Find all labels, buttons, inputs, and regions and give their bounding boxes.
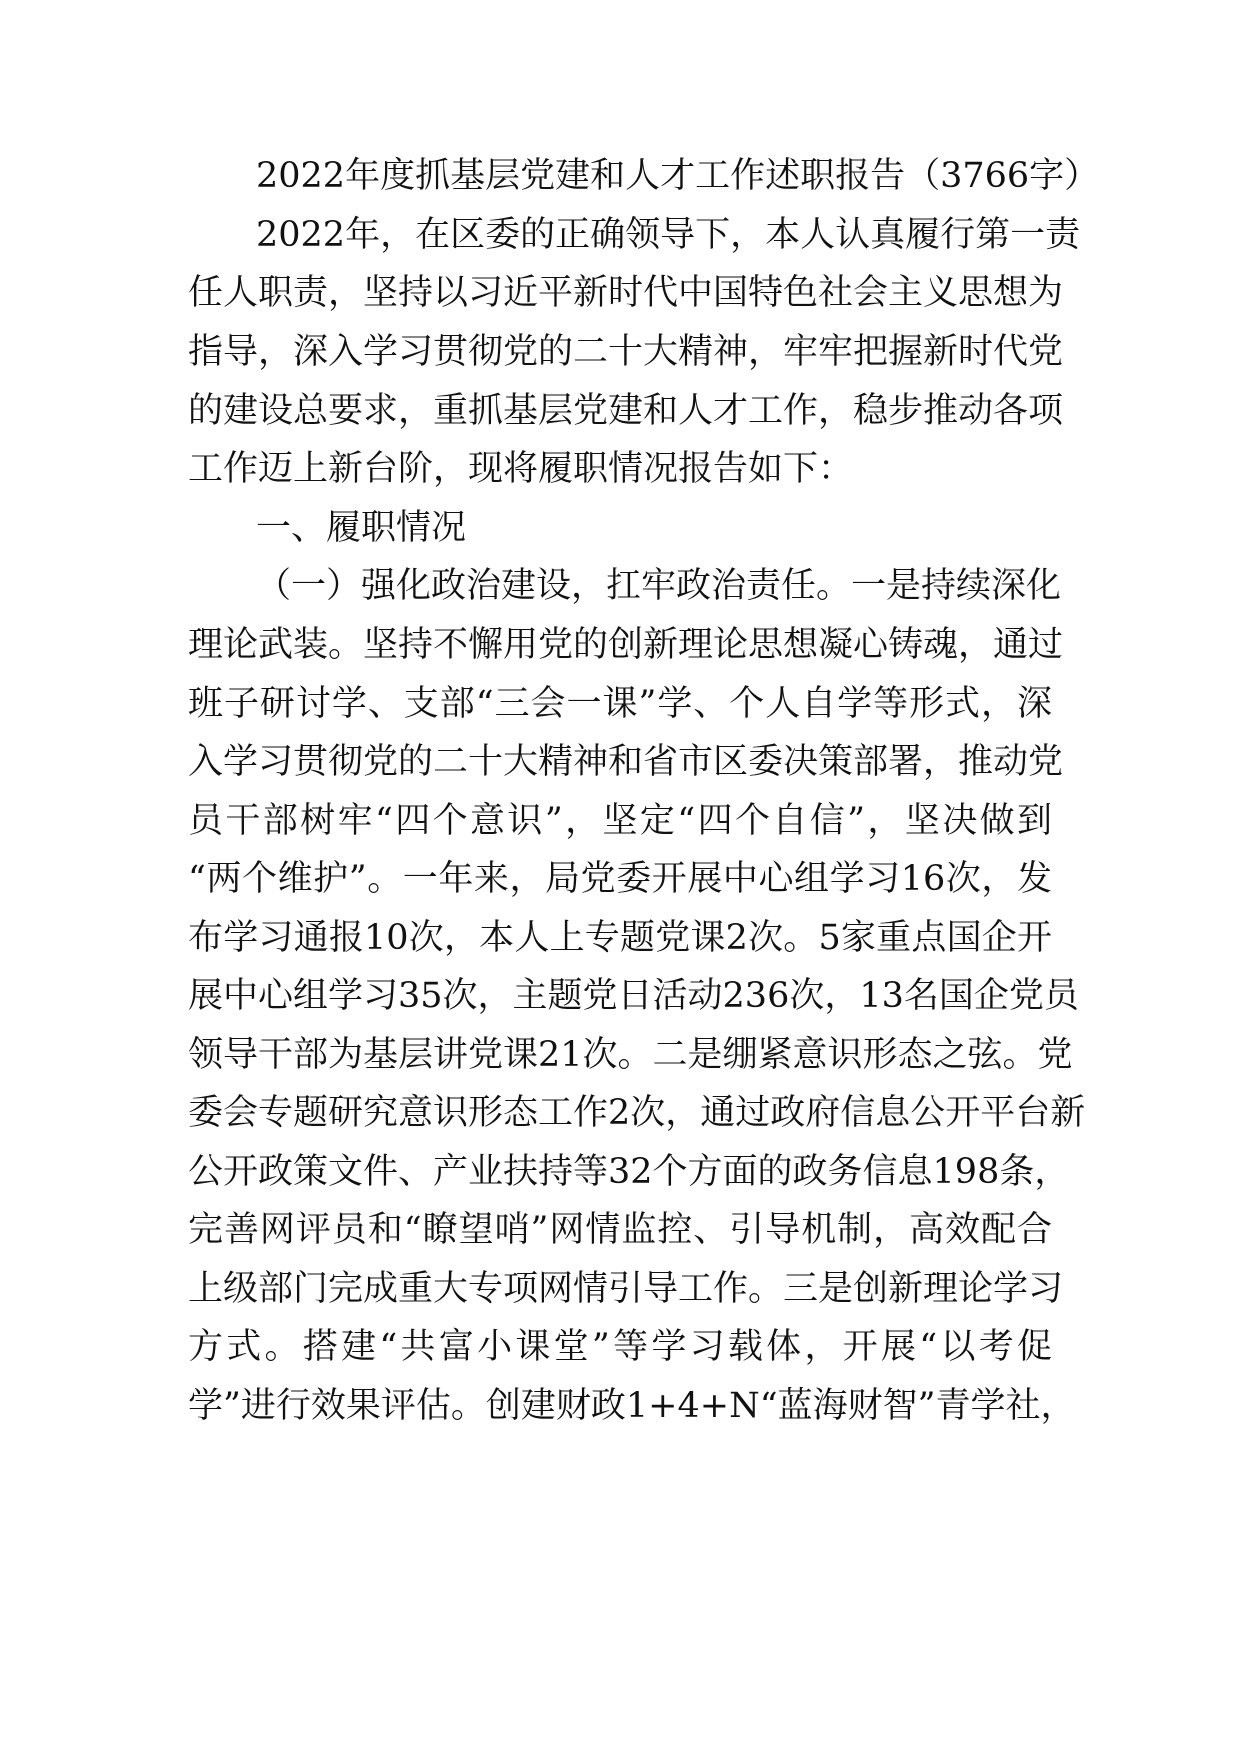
paragraph-line: 任人职责，坚持以习近平新时代中国特色社会主义思想为 (188, 273, 1064, 313)
paragraph-line: 方式。搭建“共富小课堂”等学习载体，开展“以考促 (188, 1327, 1052, 1367)
paragraph-line: 领导干部为基层讲党课21次。二是绷紧意识形态之弦。党 (188, 1035, 1073, 1075)
paragraph-line: 公开政策文件、产业扶持等32个方面的政务信息198条， (188, 1152, 1070, 1192)
paragraph-line: 上级部门完成重大专项网情引导工作。三是创新理论学习 (188, 1269, 1064, 1309)
paragraph-line: “两个维护”。一年来，局党委开展中心组学习16次，发 (188, 859, 1052, 899)
paragraph-line: 学”进行效果评估。创建财政1+4+N“蓝海财智”青学社， (188, 1386, 1076, 1426)
paragraph-line: 班子研讨学、支部“三会一课”学、个人自学等形式，深 (188, 684, 1052, 724)
subsection-heading-line: （一）强化政治建设，扛牢政治责任。一是持续深化 (256, 566, 1062, 606)
paragraph-line: 入学习贯彻党的二十大精神和省市区委决策部署，推动党 (188, 742, 1064, 782)
paragraph-line: 理论武装。坚持不懈用党的创新理论思想凝心铸魂，通过 (188, 625, 1064, 665)
paragraph-line: 员干部树牢“四个意识”，坚定“四个自信”，坚决做到 (188, 801, 1052, 841)
document-title: 2022年度抓基层党建和人才工作述职报告（3766字） (256, 156, 1100, 196)
paragraph-line: 委会专题研究意识形态工作2次，通过政府信息公开平台新 (188, 1093, 1086, 1133)
section-heading: 一、履职情况 (256, 508, 467, 548)
paragraph-line: 2022年，在区委的正确领导下，本人认真履行第一责 (256, 215, 1081, 255)
paragraph-line: 工作迈上新台阶，现将履职情况报告如下： (188, 449, 854, 489)
paragraph-line: 完善网评员和“瞭望哨”网情监控、引导机制，高效配合 (188, 1210, 1052, 1250)
paragraph-line: 指导，深入学习贯彻党的二十大精神，牢牢把握新时代党 (188, 332, 1064, 372)
paragraph-line: 的建设总要求，重抓基层党建和人才工作，稳步推动各项 (188, 391, 1064, 431)
paragraph-line: 展中心组学习35次，主题党日活动236次，13名国企党员 (188, 976, 1079, 1016)
paragraph-line: 布学习通报10次，本人上专题党课2次。5家重点国企开 (188, 918, 1052, 958)
